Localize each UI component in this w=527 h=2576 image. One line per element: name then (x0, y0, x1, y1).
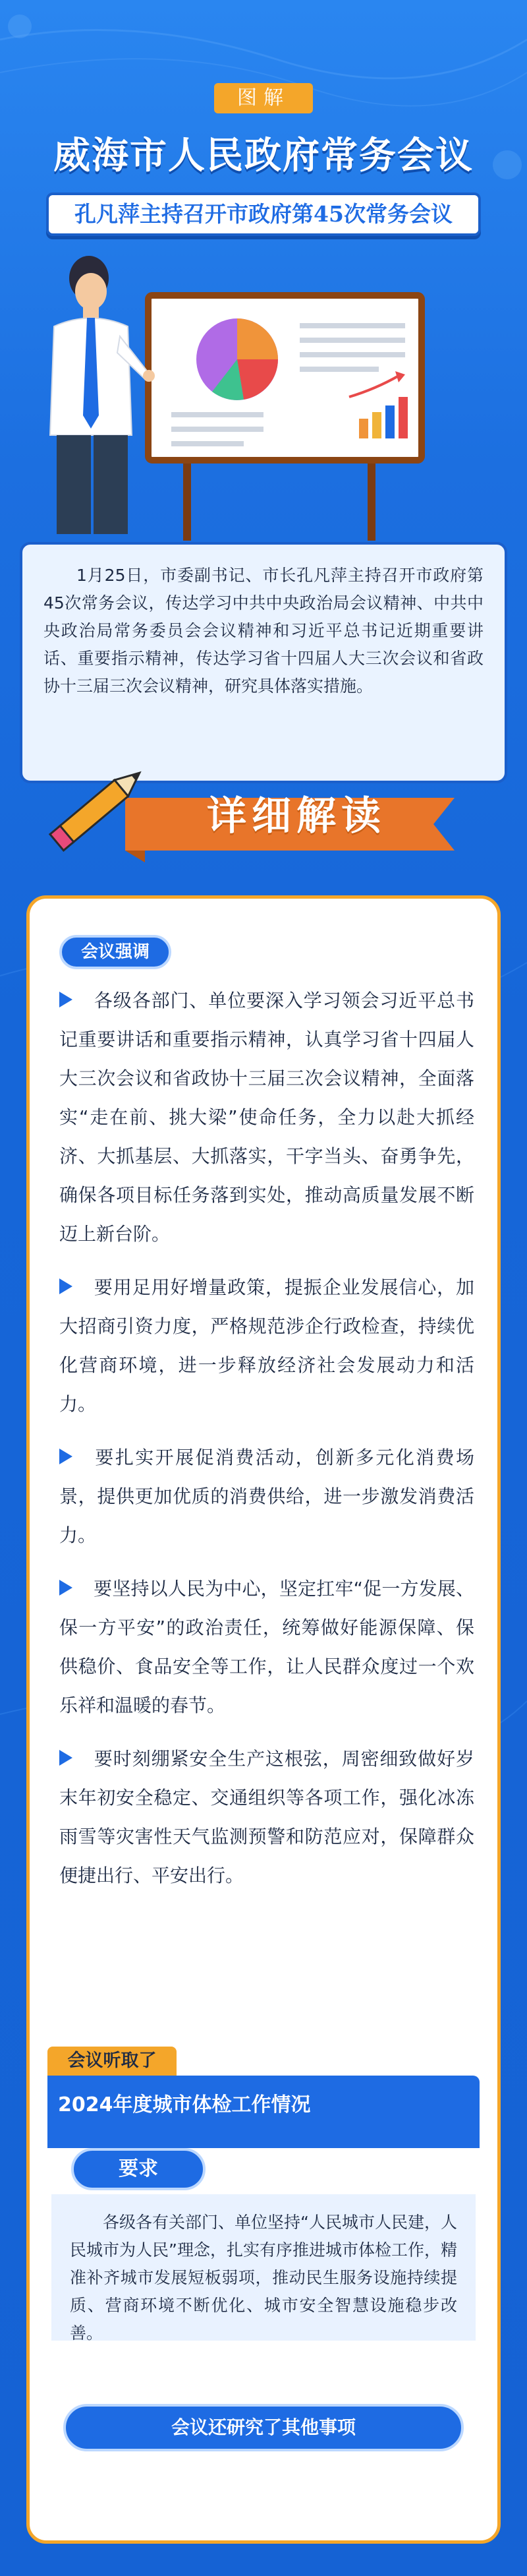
tag-pill: 图解 (214, 83, 313, 113)
board-easel-icon (148, 295, 422, 541)
triangle-bullet-icon (59, 1580, 72, 1596)
emphasis-point-2 (59, 1268, 474, 1423)
heard-tag: 会议听取了 (47, 2047, 177, 2076)
emphasis-point-text: 要扎实开展促消费活动，创新多元化消费场景，提供更加优质的消费供给，进一步激发消费活力。 (59, 1447, 474, 1546)
page-title: 威海市人民政府常务会议 (53, 135, 474, 177)
detail-banner-title: 详细解读 (207, 793, 386, 839)
emphasis-point-5 (59, 1739, 474, 1895)
triangle-bullet-icon (59, 1278, 72, 1294)
subtitle: 孔凡萍主持召开市政府第45次常务会议 (74, 201, 453, 227)
emphasis-point-3 (59, 1438, 474, 1555)
requirement-box (51, 2194, 476, 2341)
emphasis-point-text: 要用足用好增量政策，提振企业发展信心，加大招商引资力度，严格规范涉企行政检查，持续优化营商环境，进一步释放经济社会发展动力和活力。 (59, 1276, 474, 1415)
triangle-bullet-icon (59, 1750, 72, 1766)
section-label-emphasis: 会议强调 (59, 935, 171, 969)
triangle-bullet-icon (59, 992, 72, 1007)
topic-title: 2024年度城市体检工作情况 (58, 2093, 311, 2116)
intro-text: 1月25日，市委副书记、市长孔凡萍主持召开市政府第45次常务会议，传达学习中共中央政治局会议精神、中共中央政治局常务委员会会议精神和习近平总书记近期重要讲话、重要指示精神，传达学习省十四届人大三次会议和省政协十三届三次会议精神，研究具体落实措施。 (43, 566, 484, 696)
triangle-bullet-icon (59, 1449, 72, 1464)
requirement-text: 各级各有关部门、单位坚持“人民城市人民建，人民城市为人民”理念，扎实有序推进城市体检工作，精准补齐城市发展短板弱项，推动民生服务设施持续提质、营商环境不断优化、城市安全智慧设施稳步改善。 (70, 2213, 457, 2343)
requirement-label: 要求 (71, 2148, 206, 2190)
emphasis-points (59, 981, 474, 1909)
topic-bar (47, 2076, 480, 2148)
emphasis-point-text: 要时刻绷紧安全生产这根弦，周密细致做好岁末年初安全稳定、交通组织等各项工作，强化冰冻雨雪等灾害性天气监测预警和防范应对，保障群众便捷出行、平安出行。 (59, 1748, 474, 1886)
presenter-icon (50, 256, 155, 534)
emphasis-point-text: 要坚持以人民为中心，坚定扛牢“促一方发展、保一方平安”的政治责任，统筹做好能源保障、保供稳价、食品安全等工作，让人民群众度过一个欢乐祥和温暖的春节。 (59, 1578, 474, 1716)
emphasis-point-1 (59, 981, 474, 1253)
intro-box (20, 542, 507, 783)
subtitle-box (46, 193, 481, 236)
emphasis-point-4 (59, 1569, 474, 1725)
presentation-illustration (40, 244, 501, 547)
other-matters-bar: 会议还研究了其他事项 (63, 2404, 464, 2451)
emphasis-point-text: 各级各部门、单位要深入学习领会习近平总书记重要讲话和重要指示精神，认真学习省十四届人大三次会议和省政协十三届三次会议精神，全面落实“走在前、挑大梁”使命任务，全力以赴大抓经济、大抓基层、大抓落实，干字当头、奋勇争先，确保各项目标任务落到实处，推动高质量发展不断迈上新台阶。 (59, 990, 474, 1245)
